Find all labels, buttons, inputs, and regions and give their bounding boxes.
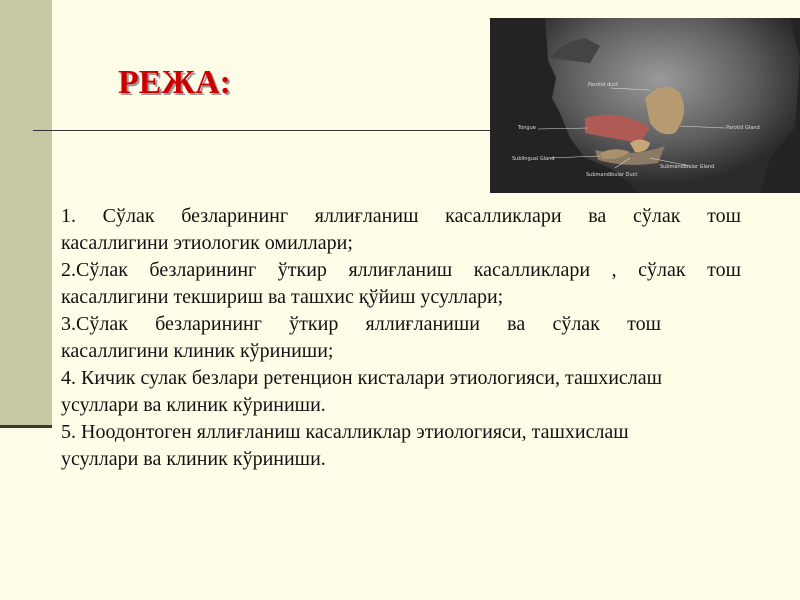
slide-title: РЕЖА: [118,64,231,101]
plan-item-4-line-2: усуллари ва клиник кўриниши. [61,394,326,416]
plan-item-5 [61,419,741,473]
left-accent-line [0,425,52,428]
label-tongue: Tongue [518,125,536,131]
plan-item-2-line-1: 2.Сўлак безларининг ўткир яллиғланиш касалликлари , сўлак тош [61,259,741,281]
plan-item-2-line-2: касаллигини текшириш ва ташхис қўйиш усуллари; [61,286,504,308]
label-parotid-gland: Parotid Gland [726,125,760,131]
title-divider [33,130,493,131]
plan-item-1-line-1: 1. Сўлак безларининг яллиғланиш касалликлари ва сўлак тош [61,205,741,227]
label-submandibular-duct: Submandibular Duct [586,172,638,178]
plan-item-1-line-2: касаллигини этиологик омиллари; [61,232,353,254]
plan-item-5-line-1: 5. Ноодонтоген яллиғланиш касалликлар этиологияси, ташхислаш [61,421,629,443]
salivary-glands-anatomy-image [490,18,800,193]
label-submandibular-gland: Submandibular Gland [660,164,715,170]
plan-item-3-line-2: касаллигини клиник кўриниши; [61,340,334,362]
plan-item-1 [61,203,741,257]
plan-item-3-line-1: 3.Сўлак безларининг ўткир яллиғланиши ва сўлак тош [61,313,661,335]
plan-list [61,203,741,473]
plan-item-4-line-1: 4. Кичик сулак безлари ретенцион кисталари этиологияси, ташхислаш [61,367,663,389]
plan-item-5-line-2: усуллари ва клиник кўриниши. [61,448,326,470]
plan-item-3 [61,311,741,365]
label-sublingual-gland: Sublingual Gland [512,156,555,162]
left-accent-bar [0,0,52,428]
label-parotid-duct: Parotid duct [588,82,619,88]
plan-item-4 [61,365,741,419]
plan-item-2 [61,257,741,311]
